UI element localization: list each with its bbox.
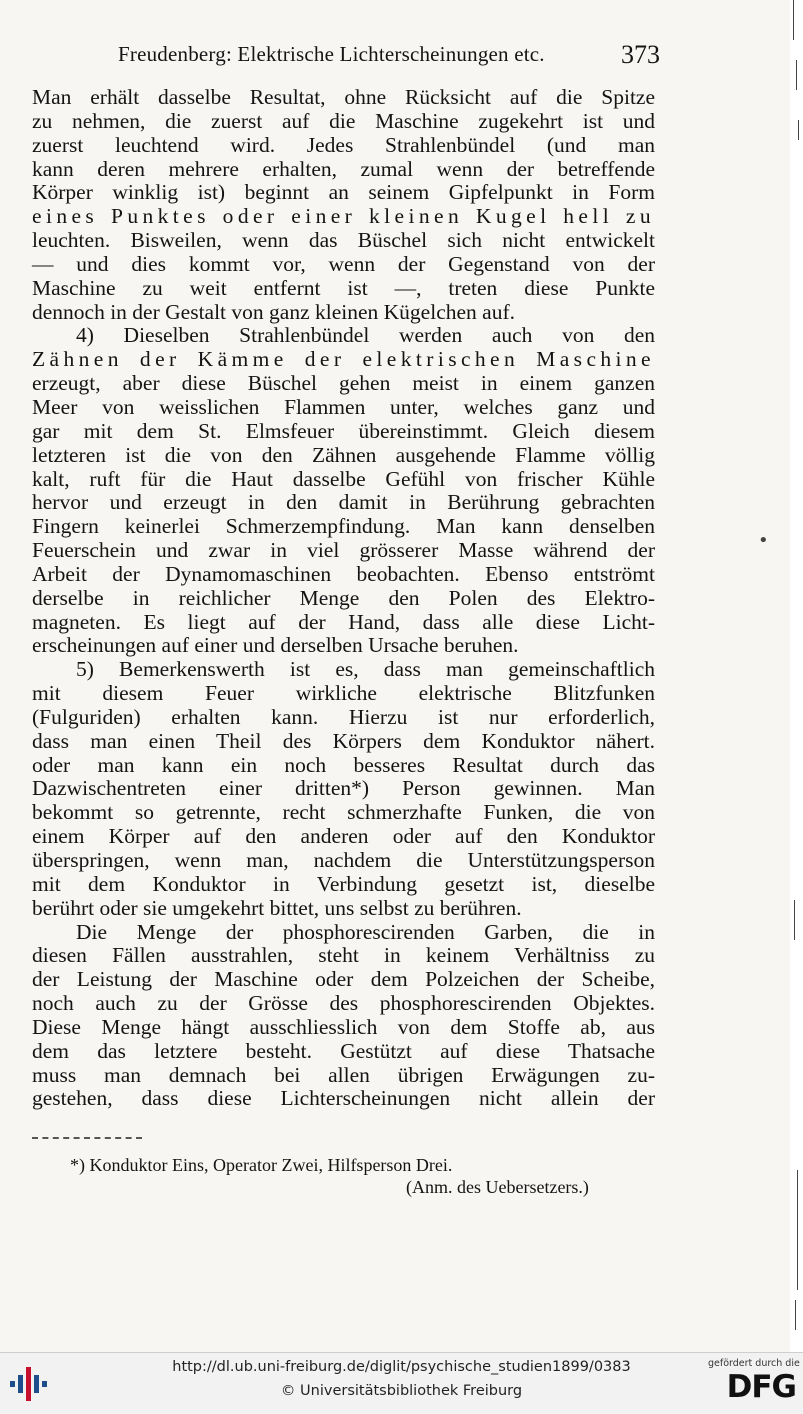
copyright-notice: © Universitätsbibliothek Freiburg <box>280 1383 523 1399</box>
text-line: 5) Bemerkenswerth ist es, dass man gemeinschaftlich <box>76 657 655 682</box>
permalink[interactable]: http://dl.ub.uni-freiburg.de/diglit/psychische_studien1899/0383 <box>172 1359 631 1375</box>
text-line: Dazwischentreten einer dritten*) Person gewinnen. Man <box>32 776 655 801</box>
text-line: berührt oder sie umgekehrt bittet, uns selbst zu berühren. <box>32 895 522 920</box>
text-line: Arbeit der Dynamomaschinen beobachten. Ebenso entströmt <box>32 561 655 586</box>
footnote-text: *) Konduktor Eins, Operator Zwei, Hilfsperson Drei. <box>70 1155 453 1175</box>
text-line: gestehen, dass diese Lichterscheinungen nicht allein der <box>32 1086 655 1111</box>
text-line: leuchten. Bisweilen, wenn das Büschel sich nicht entwickelt <box>32 228 655 253</box>
scan-page-edge <box>790 0 803 1352</box>
text-line: der Leistung der Maschine oder dem Polzeichen der Scheibe, <box>32 967 655 992</box>
text-line: Meer von weisslichen Flammen unter, welches ganz und <box>32 394 655 419</box>
funded-by-label: gefördert durch die <box>708 1358 800 1369</box>
text-line: dass man einen Theil des Körpers dem Konduktor nähert. <box>32 728 655 753</box>
text-line: 4) Dieselben Strahlenbündel werden auch von den <box>76 323 655 348</box>
margin-mark: • <box>758 530 769 551</box>
footnote-attribution: (Anm. des Uebersetzers.) <box>406 1177 589 1197</box>
dfg-logo-icon <box>708 1358 800 1410</box>
text-line: zuerst leuchtend wird. Jedes Strahlenbündel (und man <box>32 132 655 157</box>
text-line: Die Menge der phosphorescirenden Garben, die in <box>76 919 655 944</box>
text-line: Körper winklig ist) beginnt an seinem Gipfelpunkt in Form <box>32 180 655 205</box>
running-title: Freudenberg: Elektrische Lichterscheinungen etc. <box>118 42 545 66</box>
text-line: erzeugt, aber diese Büschel gehen meist in einem ganzen <box>32 371 655 396</box>
text-line: Maschine zu weit entfernt ist —, treten diese Punkte <box>32 275 655 300</box>
text-line: bekommt so getrennte, recht schmerzhafte Funken, die von <box>32 800 655 825</box>
text-line: einem Körper auf den anderen oder auf den Konduktor <box>32 824 655 849</box>
page-number: 373 <box>621 40 660 69</box>
text-line: Fingern keinerlei Schmerzempfindung. Man kann denselben <box>32 514 655 539</box>
text-line: kann deren mehrere erhalten, zumal wenn der betreffende <box>32 156 655 181</box>
text-line: (Fulguriden) erhalten kann. Hierzu ist nur erforderlich, <box>32 704 655 729</box>
text-line: dem das letztere besteht. Gestützt auf diese Thatsache <box>32 1038 655 1063</box>
text-line: Man erhält dasselbe Resultat, ohne Rücksicht auf die Spitze <box>32 85 655 109</box>
running-header <box>118 40 660 72</box>
footer-bar <box>0 1352 803 1414</box>
text-line: überspringen, wenn man, nachdem die Unterstützungsperson <box>32 848 655 872</box>
footnote-separator <box>32 1137 142 1139</box>
text-line: mit dem Konduktor in Verbindung gesetzt ist, dieselbe <box>32 871 655 896</box>
text-line: mit diesem Feuer wirkliche elektrische Blitzfunken <box>32 681 655 706</box>
text-line: eines Punktes oder einer kleinen Kugel hell zu <box>32 204 655 229</box>
text-line: gar mit dem St. Elmsfeuer übereinstimmt. Gleich diesem <box>32 418 655 443</box>
text-line: oder man kann ein noch besseres Resultat durch das <box>32 752 655 777</box>
text-line: dennoch in der Gestalt von ganz kleinen Kügelchen auf. <box>32 299 515 324</box>
text-line: kalt, ruft für die Haut dasselbe Gefühl von frischer Kühle <box>32 466 655 491</box>
text-line: letzteren ist die von den Zähnen ausgehende Flamme völlig <box>32 442 655 467</box>
text-line: zu nehmen, die zuerst auf die Maschine zugekehrt ist und <box>32 108 655 133</box>
text-line: diesen Fällen ausstrahlen, steht in keinem Verhältniss zu <box>32 943 655 968</box>
text-line: noch auch zu der Grösse des phosphorescirenden Objektes. <box>32 991 655 1016</box>
text-line: muss man demnach bei allen übrigen Erwägungen zu- <box>32 1062 655 1087</box>
text-line: magneten. Es liegt auf der Hand, dass alle diese Licht- <box>32 609 655 634</box>
text-line: Feuerschein und zwar in viel grösserer Masse während der <box>32 538 655 563</box>
body-text <box>32 86 655 1111</box>
text-line: — und dies kommt vor, wenn der Gegenstand von der <box>32 251 655 276</box>
text-line: erscheinungen auf einer und derselben Ursache beruhen. <box>32 633 519 658</box>
text-line: derselbe in reichlicher Menge den Polen des Elektro- <box>32 585 655 610</box>
text-line: Zähnen der Kämme der elektrischen Maschine <box>32 347 655 372</box>
dfg-wordmark: DFG <box>726 1369 796 1405</box>
footnote <box>70 1154 640 1198</box>
text-line: Diese Menge hängt ausschliesslich von dem Stoffe ab, aus <box>32 1014 655 1039</box>
text-line: hervor und erzeugt in den damit in Berührung gebrachten <box>32 490 655 515</box>
